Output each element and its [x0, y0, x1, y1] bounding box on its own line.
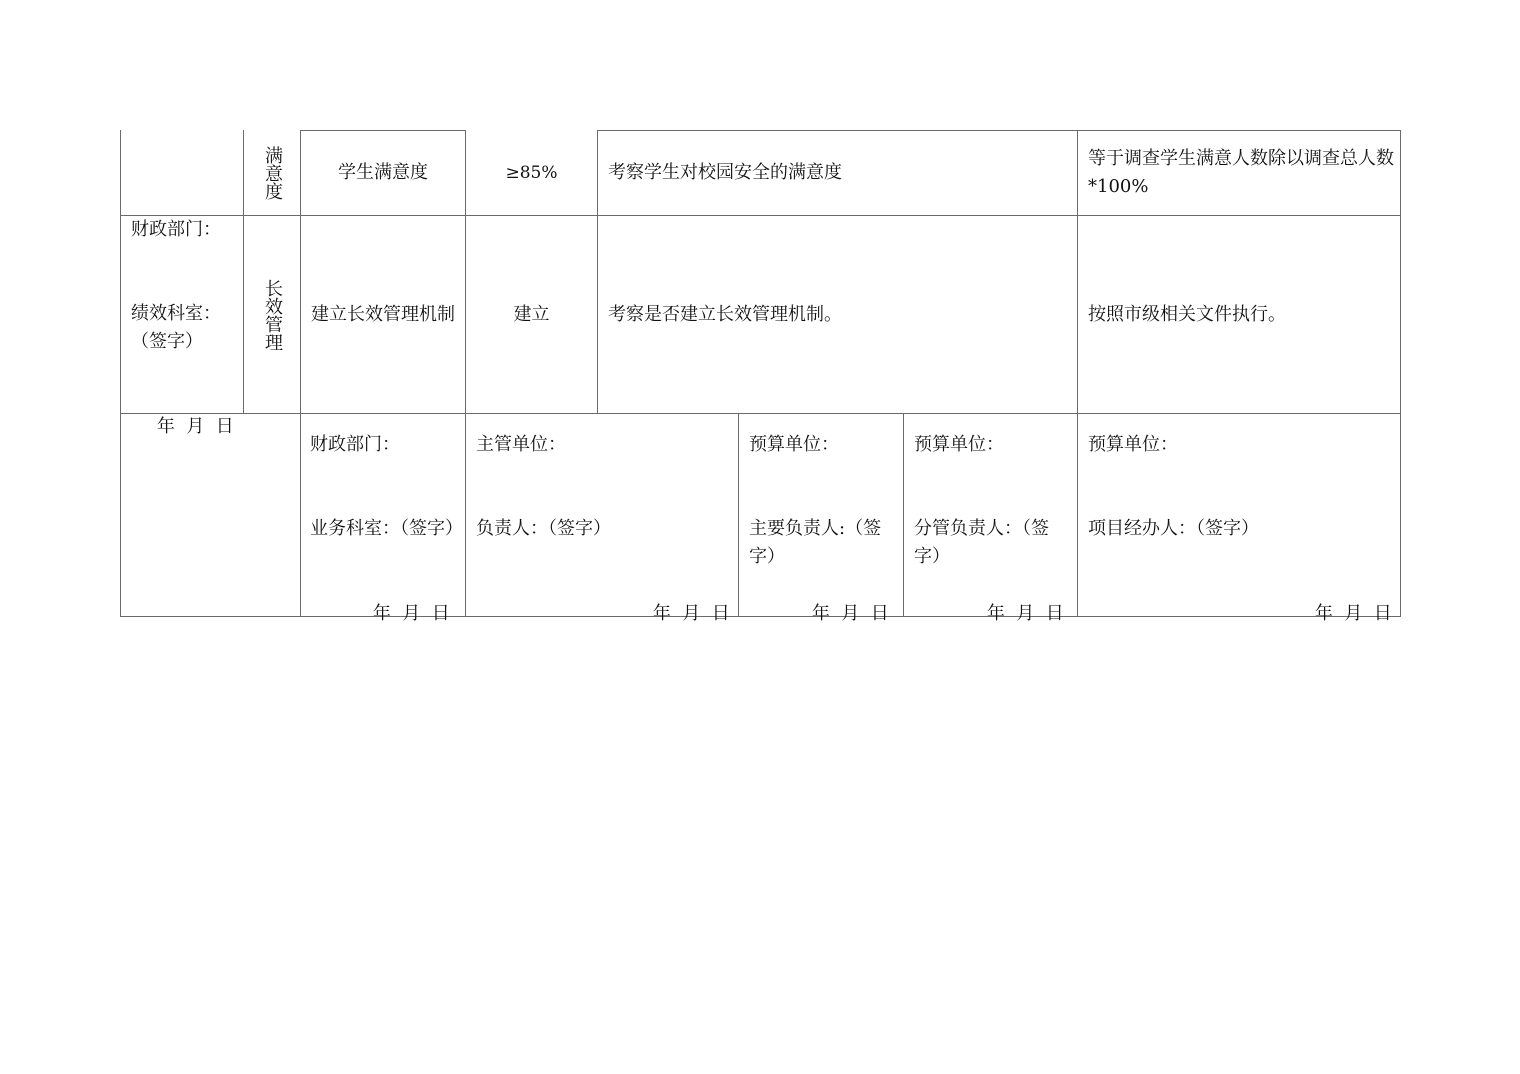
- sig-dept-text: 预算单位：: [914, 434, 1004, 455]
- column-divider: [738, 413, 739, 617]
- performance-office-text: 绩效科室：（签字）: [131, 303, 221, 352]
- method-text: 按照市级相关文件执行。: [1088, 303, 1286, 325]
- column-divider: [597, 130, 598, 413]
- sig-budget-deputy-person: [914, 515, 1072, 571]
- table-bottom-border: [120, 616, 1400, 617]
- method-long-term: [1088, 216, 1394, 413]
- sig-dept-text: 预算单位：: [749, 434, 839, 455]
- description-text: 考察学生对校园安全的满意度: [608, 162, 842, 183]
- date-text: 年 月 日: [811, 603, 889, 624]
- sig-budget-main-person: [749, 515, 899, 571]
- target-long-term: [466, 216, 597, 413]
- method-text: 等于调查学生满意人数除以调查总人数*100%: [1088, 148, 1394, 197]
- sig-supervisor-person: [476, 515, 611, 543]
- sig-budget-main-dept: [749, 431, 839, 459]
- sig-person-text: 分管负责人：（签字）: [914, 518, 1049, 567]
- description-text: 考察是否建立长效管理机制。: [608, 303, 842, 325]
- method-satisfaction: [1088, 131, 1394, 215]
- date-text: 年 月 日: [156, 416, 234, 437]
- category-satisfaction: [244, 131, 300, 215]
- column-divider: [1077, 130, 1078, 617]
- sig-person-text: 项目经办人：（签字）: [1088, 518, 1259, 539]
- description-satisfaction: [608, 131, 1068, 215]
- table-left-border: [120, 130, 121, 617]
- date-text: 年 月 日: [986, 603, 1064, 624]
- finance-dept-label: [131, 216, 241, 244]
- sig-person-text: 负责人：（签字）: [476, 518, 611, 539]
- sig-budget-main-date: [789, 572, 889, 656]
- sig-finance-person: [310, 515, 463, 543]
- sig-person-text: 业务科室：（签字）: [310, 518, 463, 539]
- indicator-long-term: [306, 216, 460, 413]
- category-long-term: [244, 216, 300, 413]
- date-text: 年 月 日: [1314, 603, 1392, 624]
- sig-budget-handler-person: [1088, 515, 1259, 543]
- finance-dept-text: 财政部门：: [131, 219, 221, 240]
- indicator-student-satisfaction: [301, 131, 465, 215]
- sig-budget-handler-date: [1292, 572, 1392, 656]
- performance-office-sign: [131, 300, 231, 356]
- sig-finance-dept: [310, 431, 400, 459]
- date-text: 年 月 日: [652, 603, 730, 624]
- column-divider: [903, 413, 904, 617]
- target-satisfaction: [466, 131, 597, 215]
- sig-dept-text: 主管单位：: [476, 434, 566, 455]
- sig-budget-handler-dept: [1088, 431, 1178, 459]
- performance-sign-date: [134, 385, 234, 469]
- sig-dept-text: 财政部门：: [310, 434, 400, 455]
- sig-person-text: 主要负责人:（签字）: [749, 518, 882, 567]
- sig-supervisor-date: [630, 572, 730, 656]
- indicator-text: 学生满意度: [338, 162, 428, 183]
- row-divider: [120, 413, 1400, 414]
- category-satisfaction-text: 满意度: [262, 146, 283, 200]
- target-text: ≥85%: [505, 163, 558, 183]
- indicator-text: 建立长效管理机制: [311, 303, 455, 325]
- date-text: 年 月 日: [372, 603, 450, 624]
- table-right-border: [1400, 130, 1401, 617]
- sig-dept-text: 预算单位：: [1088, 434, 1178, 455]
- sig-budget-deputy-dept: [914, 431, 1004, 459]
- description-long-term: [608, 216, 1068, 413]
- category-long-term-text: 长效管理: [262, 278, 283, 351]
- sig-finance-date: [350, 572, 450, 656]
- sig-supervisor-dept: [476, 431, 566, 459]
- target-text: 建立: [513, 303, 550, 325]
- sig-budget-deputy-date: [964, 572, 1064, 656]
